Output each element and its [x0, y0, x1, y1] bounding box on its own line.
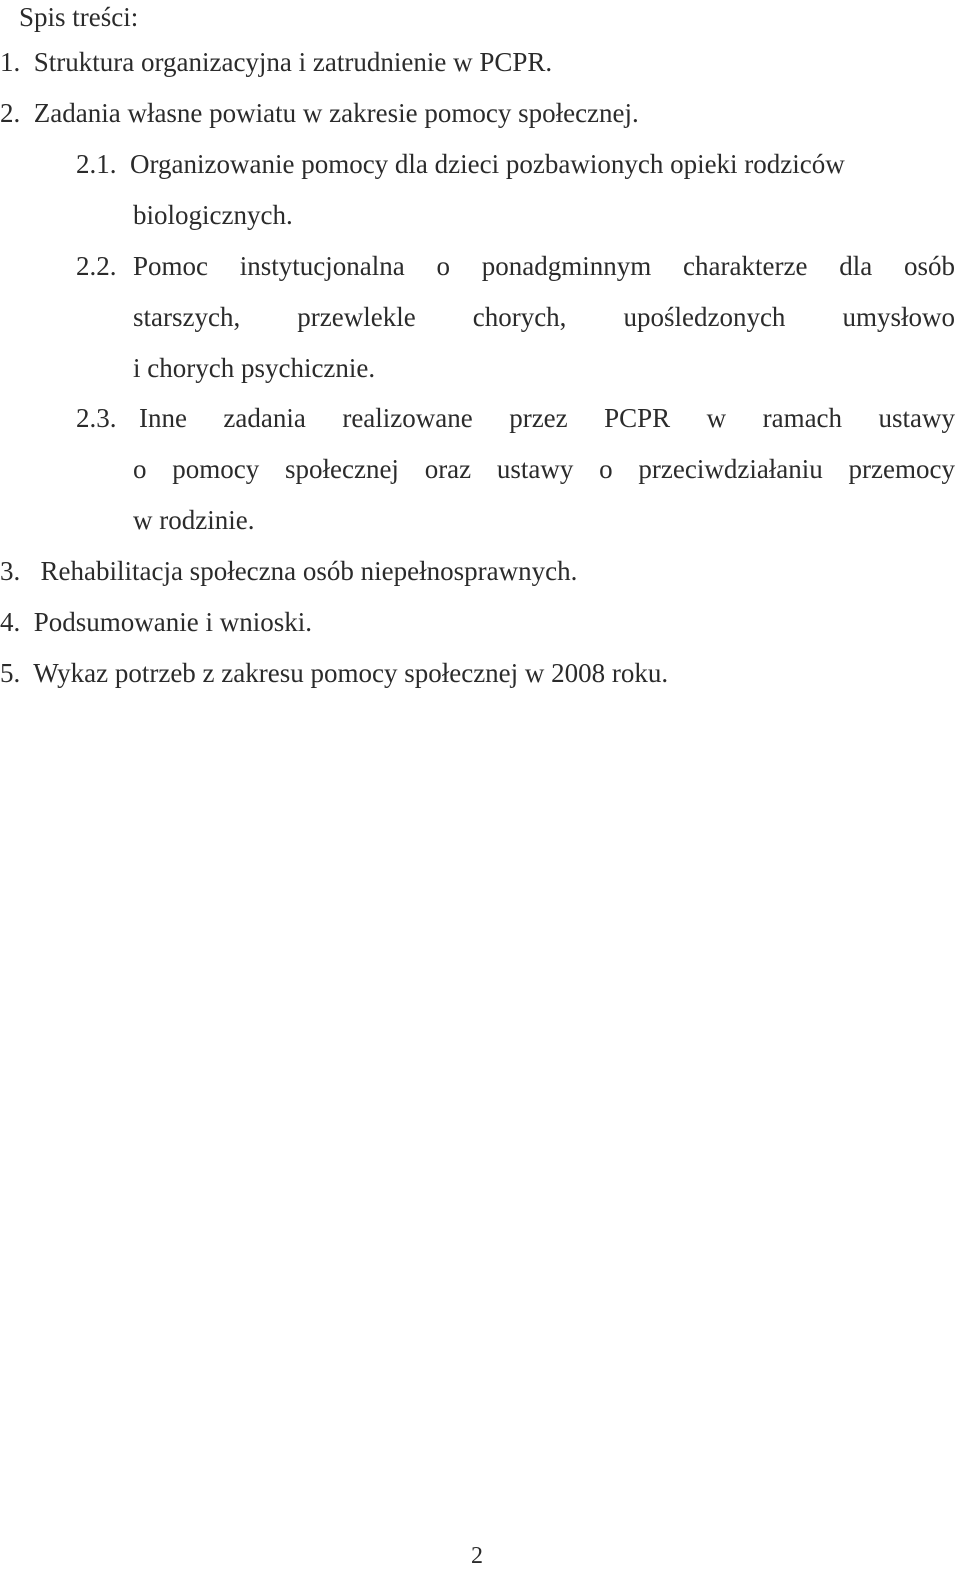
toc-item-text: Wykaz potrzeb z zakresu pomocy społecznej w 2008 roku.: [33, 658, 669, 688]
toc-item-2-3-line3: [133, 503, 254, 537]
toc-item-text: Rehabilitacja społeczna osób niepełnosprawnych.: [40, 556, 578, 586]
toc-item-number: 3.: [0, 556, 21, 586]
toc-item-text: Struktura organizacyjna i zatrudnienie w PCPR.: [33, 47, 553, 77]
toc-item-number: 1.: [0, 47, 21, 77]
page-number: 2: [471, 1543, 483, 1569]
toc-item-text: Podsumowanie i wnioski.: [33, 607, 313, 637]
toc-item-number: 2.3.: [76, 403, 117, 433]
toc-item-text-line1: Organizowanie pomocy dla dzieci pozbawionych opieki rodziców: [130, 149, 845, 179]
toc-item-2-2-line1: Pomoc instytucjonalna o ponadgminnym charakterze dla osób: [133, 251, 955, 281]
toc-item-1: [0, 45, 552, 79]
toc-item-text: Zadania własne powiatu w zakresie pomocy społecznej.: [33, 98, 639, 128]
toc-item-2-3: [76, 401, 117, 435]
toc-item-2-1: [76, 147, 845, 181]
toc-title: Spis treści:: [19, 2, 139, 32]
toc-item-5: [0, 656, 668, 690]
toc-item-text-line2: biologicznych.: [133, 200, 293, 230]
toc-item-2-2-line3: [133, 351, 375, 385]
toc-item-text-line3: i chorych psychicznie.: [133, 353, 376, 383]
toc-item-text-line3: w rodzinie.: [133, 505, 255, 535]
toc-item-4: [0, 605, 312, 639]
toc-item-2-3-line1: Inne zadania realizowane przez PCPR w ramach ustawy: [139, 403, 955, 433]
toc-item-2-3-line2: o pomocy społecznej oraz ustawy o przeciwdziałaniu przemocy: [133, 454, 955, 484]
toc-item-number: 2.1.: [76, 149, 117, 179]
toc-item-number: 5.: [0, 658, 21, 688]
toc-item-3: [0, 554, 577, 588]
toc-item-number: 2.: [0, 98, 21, 128]
toc-item-2: [0, 96, 639, 130]
toc-item-2-1-continuation: [133, 198, 293, 232]
toc-item-2-2-line2: starszych, przewlekle chorych, upośledzonych umysłowo: [133, 302, 955, 332]
toc-item-number: 4.: [0, 607, 21, 637]
toc-item-2-2: [76, 249, 117, 283]
toc-item-number: 2.2.: [76, 251, 117, 281]
